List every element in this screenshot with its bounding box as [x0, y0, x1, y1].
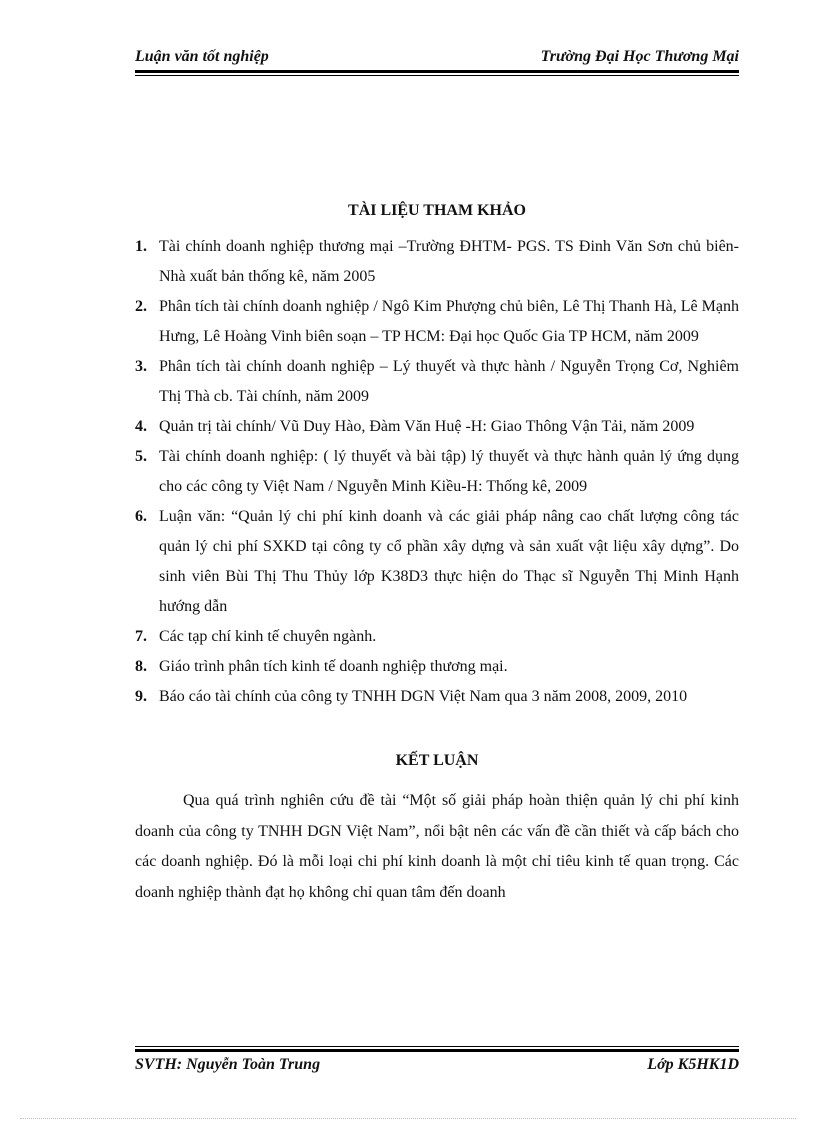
reference-item: 1. Tài chính doanh nghiệp thương mại –Trường ĐHTM- PGS. TS Đinh Văn Sơn chủ biên- Nhà xuất bản thống kê, năm 2005: [135, 238, 739, 285]
page-content: [135, 200, 739, 908]
references-list: [135, 232, 739, 712]
page-footer: [135, 1056, 739, 1074]
footer-rule: [135, 1049, 739, 1052]
reference-item: 9. Báo cáo tài chính của công ty TNHH DGN Việt Nam qua 3 năm 2008, 2009, 2010: [135, 688, 688, 705]
reference-item: 7. Các tạp chí kinh tế chuyên ngành.: [135, 628, 377, 645]
conclusion-title: KẾT LUẬN: [395, 752, 479, 769]
page-edge-divider: [20, 1118, 796, 1119]
page-header: [135, 48, 739, 66]
conclusion-paragraph: Qua quá trình nghiên cứu đề tài “Một số giải pháp hoàn thiện quản lý chi phí kinh doanh của công ty TNHH DGN Việt Nam”, nổi bật nên các vấn đề cần thiết và cấp bách cho các doanh nghiệp. Đó là mỗi loại chi phí kinh doanh là một chỉ tiêu kinh tế quan trọng. Các doanh nghiệp thành đạt họ không chỉ quan tâm đến doanh: [135, 792, 739, 901]
header-left: Luận văn tốt nghiệp: [135, 48, 269, 65]
header-rule-thin: [135, 75, 739, 76]
reference-item: 2. Phân tích tài chính doanh nghiệp / Ngô Kim Phượng chủ biên, Lê Thị Thanh Hà, Lê Mạnh Hưng, Lê Hoàng Vinh biên soạn – TP HCM: Đại học Quốc Gia TP HCM, năm 2009: [135, 298, 739, 345]
header-rule: [135, 70, 739, 73]
reference-item: 3. Phân tích tài chính doanh nghiệp – Lý thuyết và thực hành / Nguyễn Trọng Cơ, Nghiêm Thị Thà cb. Tài chính, năm 2009: [135, 358, 739, 405]
footer-left: SVTH: Nguyễn Toàn Trung: [135, 1056, 321, 1073]
footer-right: Lớp K5HK1D: [647, 1056, 739, 1073]
reference-item: 8. Giáo trình phân tích kinh tế doanh nghiệp thương mại.: [135, 658, 508, 675]
footer-rule-thin: [135, 1046, 739, 1047]
references-title: TÀI LIỆU THAM KHẢO: [348, 202, 526, 219]
header-right: Trường Đại Học Thương Mại: [540, 48, 739, 65]
reference-item: 4. Quản trị tài chính/ Vũ Duy Hào, Đàm Văn Huệ -H: Giao Thông Vận Tải, năm 2009: [135, 418, 695, 435]
reference-item: 5. Tài chính doanh nghiệp: ( lý thuyết và bài tập) lý thuyết và thực hành quản lý ứng dụng cho các công ty Việt Nam / Nguyễn Minh Kiều-H: Thống kê, 2009: [135, 448, 739, 495]
reference-item: 6. Luận văn: “Quản lý chi phí kinh doanh và các giải pháp nâng cao chất lượng công tác quản lý chi phí SXKD tại công ty cổ phần xây dựng và sản xuất vật liệu xây dựng”. Do sinh viên Bùi Thị Thu Thủy lớp K38D3 thực hiện do Thạc sĩ Nguyễn Thị Minh Hạnh hướng dẫn: [135, 508, 739, 615]
